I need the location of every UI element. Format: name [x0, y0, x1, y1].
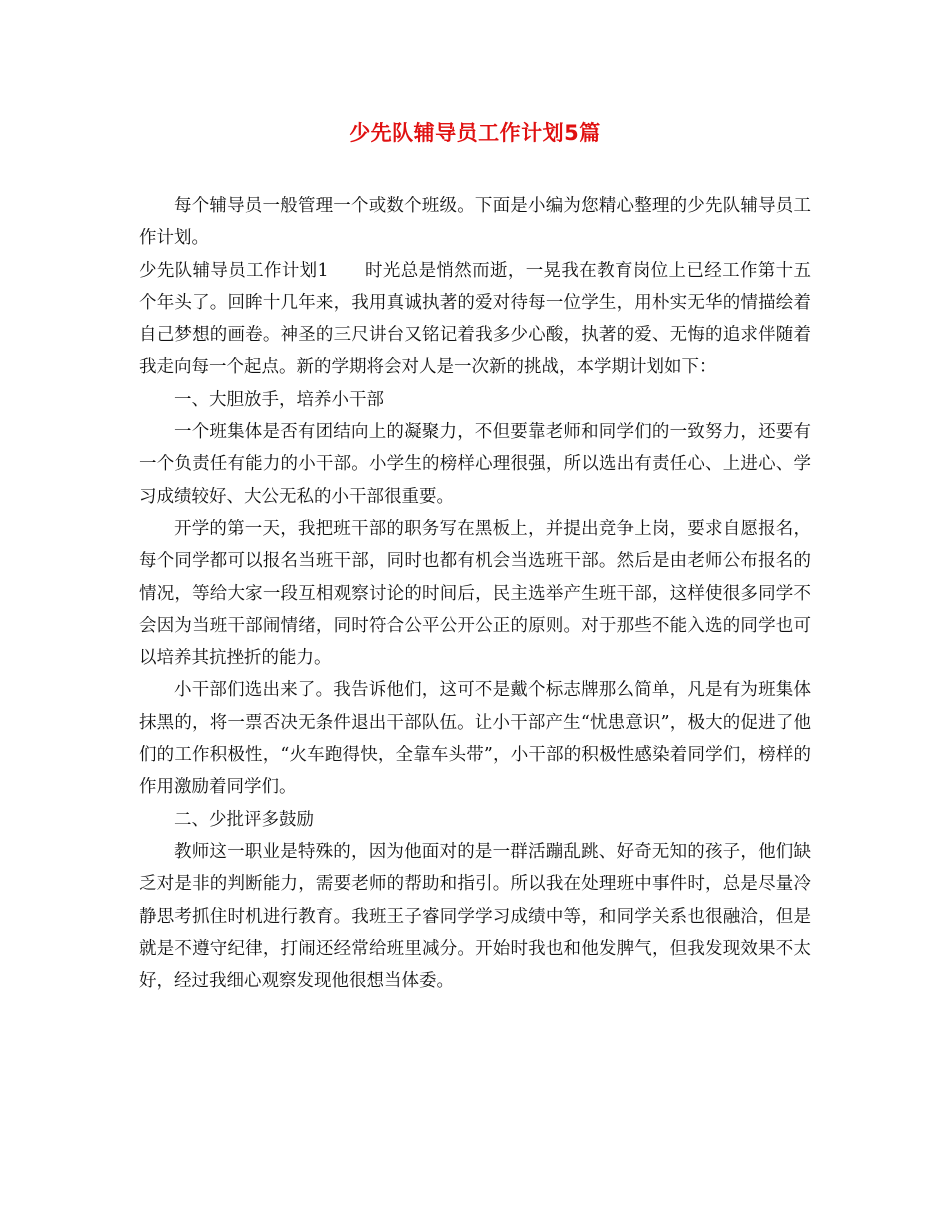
intro-paragraph: 每个辅导员一般管理一个或数个班级。下面是小编为您精心整理的少先队辅导员工作计划。 [139, 196, 811, 249]
section1-paragraph-1: 一个班集体是否有团结向上的凝聚力，不但要靠老师和同学们的一致努力，还要有一个负责任有能力的小干部。小学生的榜样心理很强，所以选出有责任心、上进心、学习成绩较好、大公无私的小干部很重要。 [139, 422, 811, 507]
section2-paragraph-1: 教师这一职业是特殊的，因为他面对的是一群活蹦乱跳、好奇无知的孩子，他们缺乏对是非的判断能力，需要老师的帮助和指引。所以我在处理班中事件时，总是尽量冷静思考抓住时机进行教育。我班王子睿同学学习成绩中等，和同学关系也很融洽，但是就是不遵守纪律，打闹还经常给班里减分。开始时我也和他发脾气，但我发现效果不太好，经过我细心观察发现他很想当体委。 [139, 841, 811, 992]
section1-heading: 一、大胆放手，培养小干部 [174, 389, 384, 410]
section1-paragraph-3: 小干部们选出来了。我告诉他们，这可不是戴个标志牌那么简单，凡是有为班集体抹黑的，将一票否决无条件退出干部队伍。让小干部产生“忧患意识”，极大的促进了他们的工作积极性，“火车跑得快，全靠车头带”，小干部的积极性感染着同学们，榜样的作用激励着同学们。 [139, 680, 811, 798]
section2-heading: 二、少批评多鼓励 [174, 809, 314, 830]
document-body [139, 190, 811, 997]
plan1-heading: 少先队辅导员工作计划1 [139, 260, 329, 281]
section1-paragraph-2: 开学的第一天，我把班干部的职务写在黑板上，并提出竞争上岗，要求自愿报名，每个同学都可以报名当班干部，同时也都有机会当选班干部。然后是由老师公布报名的情况，等给大家一段互相观察讨论的时间后，民主选举产生班干部，这样使很多同学不会因为当班干部闹情绪，同时符合公平公开公正的原则。对于那些不能入选的同学也可以培养其抗挫折的能力。 [139, 518, 811, 669]
plan1-paragraph [139, 255, 811, 384]
plan1-opening-text: 时光总是悄然而逝，一晃我在教育岗位上已经工作第十五个年头了。回眸十几年来，我用真诚执著的爱对待每一位学生，用朴实无华的情描绘着自己梦想的画卷。神圣的三尺讲台又铭记着我多少心酸，执著的爱、无悔的追求伴随着我走向每一个起点。新的学期将会对人是一次新的挑战，本学期计划如下： [139, 260, 811, 378]
document-title: 少先队辅导员工作计划5篇 [349, 121, 601, 145]
